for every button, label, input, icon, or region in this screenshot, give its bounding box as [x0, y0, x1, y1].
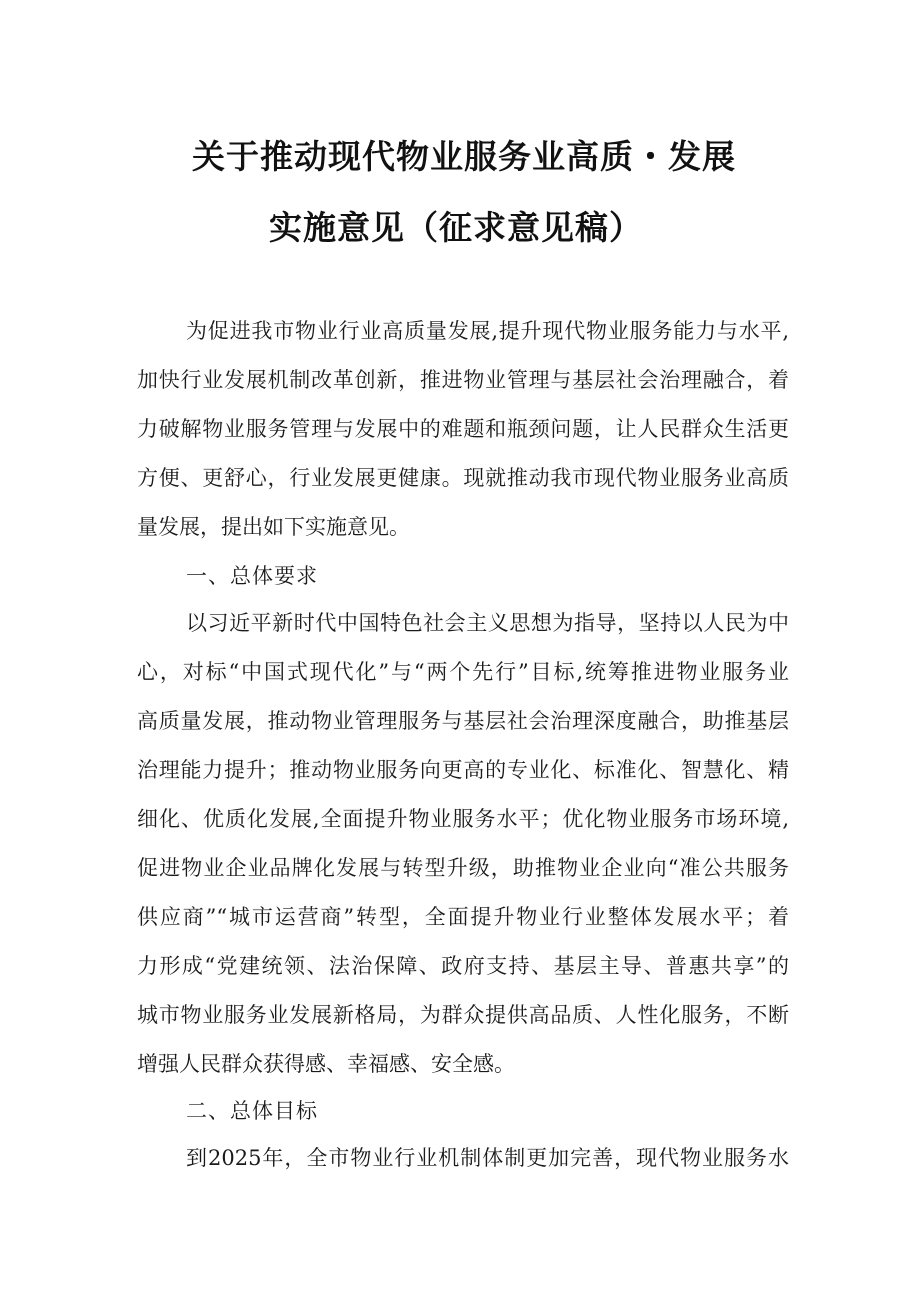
intro-paragraph-line: 加快行业发展机制改革创新，推进物业管理与基层社会治理融合，着	[137, 368, 789, 392]
section-heading-general-requirements: 一、总体要求	[186, 564, 318, 588]
requirements-paragraph-line: 心，对标“中国式现代化”与“两个先行”目标,统筹推进物业服务业	[137, 660, 789, 684]
section-heading-overall-goals: 二、总体目标	[186, 1099, 318, 1123]
intro-paragraph-line: 为促进我市物业行业高质量发展,提升现代物业服务能力与水平,	[186, 319, 789, 343]
requirements-paragraph-line: 细化、优质化发展,全面提升物业服务水平；优化物业服务市场环境,	[137, 807, 789, 831]
requirements-paragraph-line: 城市物业服务业发展新格局，为群众提供高品质、人性化服务，不断	[137, 1003, 789, 1027]
document-title-line2: 实施意见（征求意见稿）	[269, 208, 643, 247]
requirements-paragraph-line: 促进物业企业品牌化发展与转型升级，助推物业企业向“准公共服务	[137, 856, 789, 880]
document-title-line1: 关于推动现代物业服务业高质・发展	[192, 137, 736, 176]
requirements-paragraph-line: 力形成“党建统领、法治保障、政府支持、基层主导、普惠共享”的	[137, 954, 789, 978]
intro-paragraph-line: 方便、更舒心，行业发展更健康。现就推动我市现代物业服务业高质	[137, 466, 789, 490]
intro-paragraph-line: 量发展，提出如下实施意见。	[137, 515, 410, 539]
requirements-paragraph-line: 治理能力提升；推动物业服务向更高的专业化、标准化、智慧化、精	[137, 758, 789, 782]
requirements-paragraph-line: 供应商”“城市运营商”转型，全面提升物业行业整体发展水平；着	[137, 905, 789, 929]
requirements-paragraph-line: 高质量发展，推动物业管理服务与基层社会治理深度融合，助推基层	[137, 709, 789, 733]
requirements-paragraph-line: 以习近平新时代中国特色社会主义思想为指导，坚持以人民为中	[186, 611, 789, 635]
requirements-paragraph-line: 增强人民群众获得感、幸福感、安全感。	[137, 1052, 515, 1076]
goals-paragraph-line: 到2025年，全市物业行业机制体制更加完善，现代物业服务水	[186, 1146, 789, 1170]
intro-paragraph-line: 力破解物业服务管理与发展中的难题和瓶颈问题，让人民群众生活更	[137, 417, 789, 441]
